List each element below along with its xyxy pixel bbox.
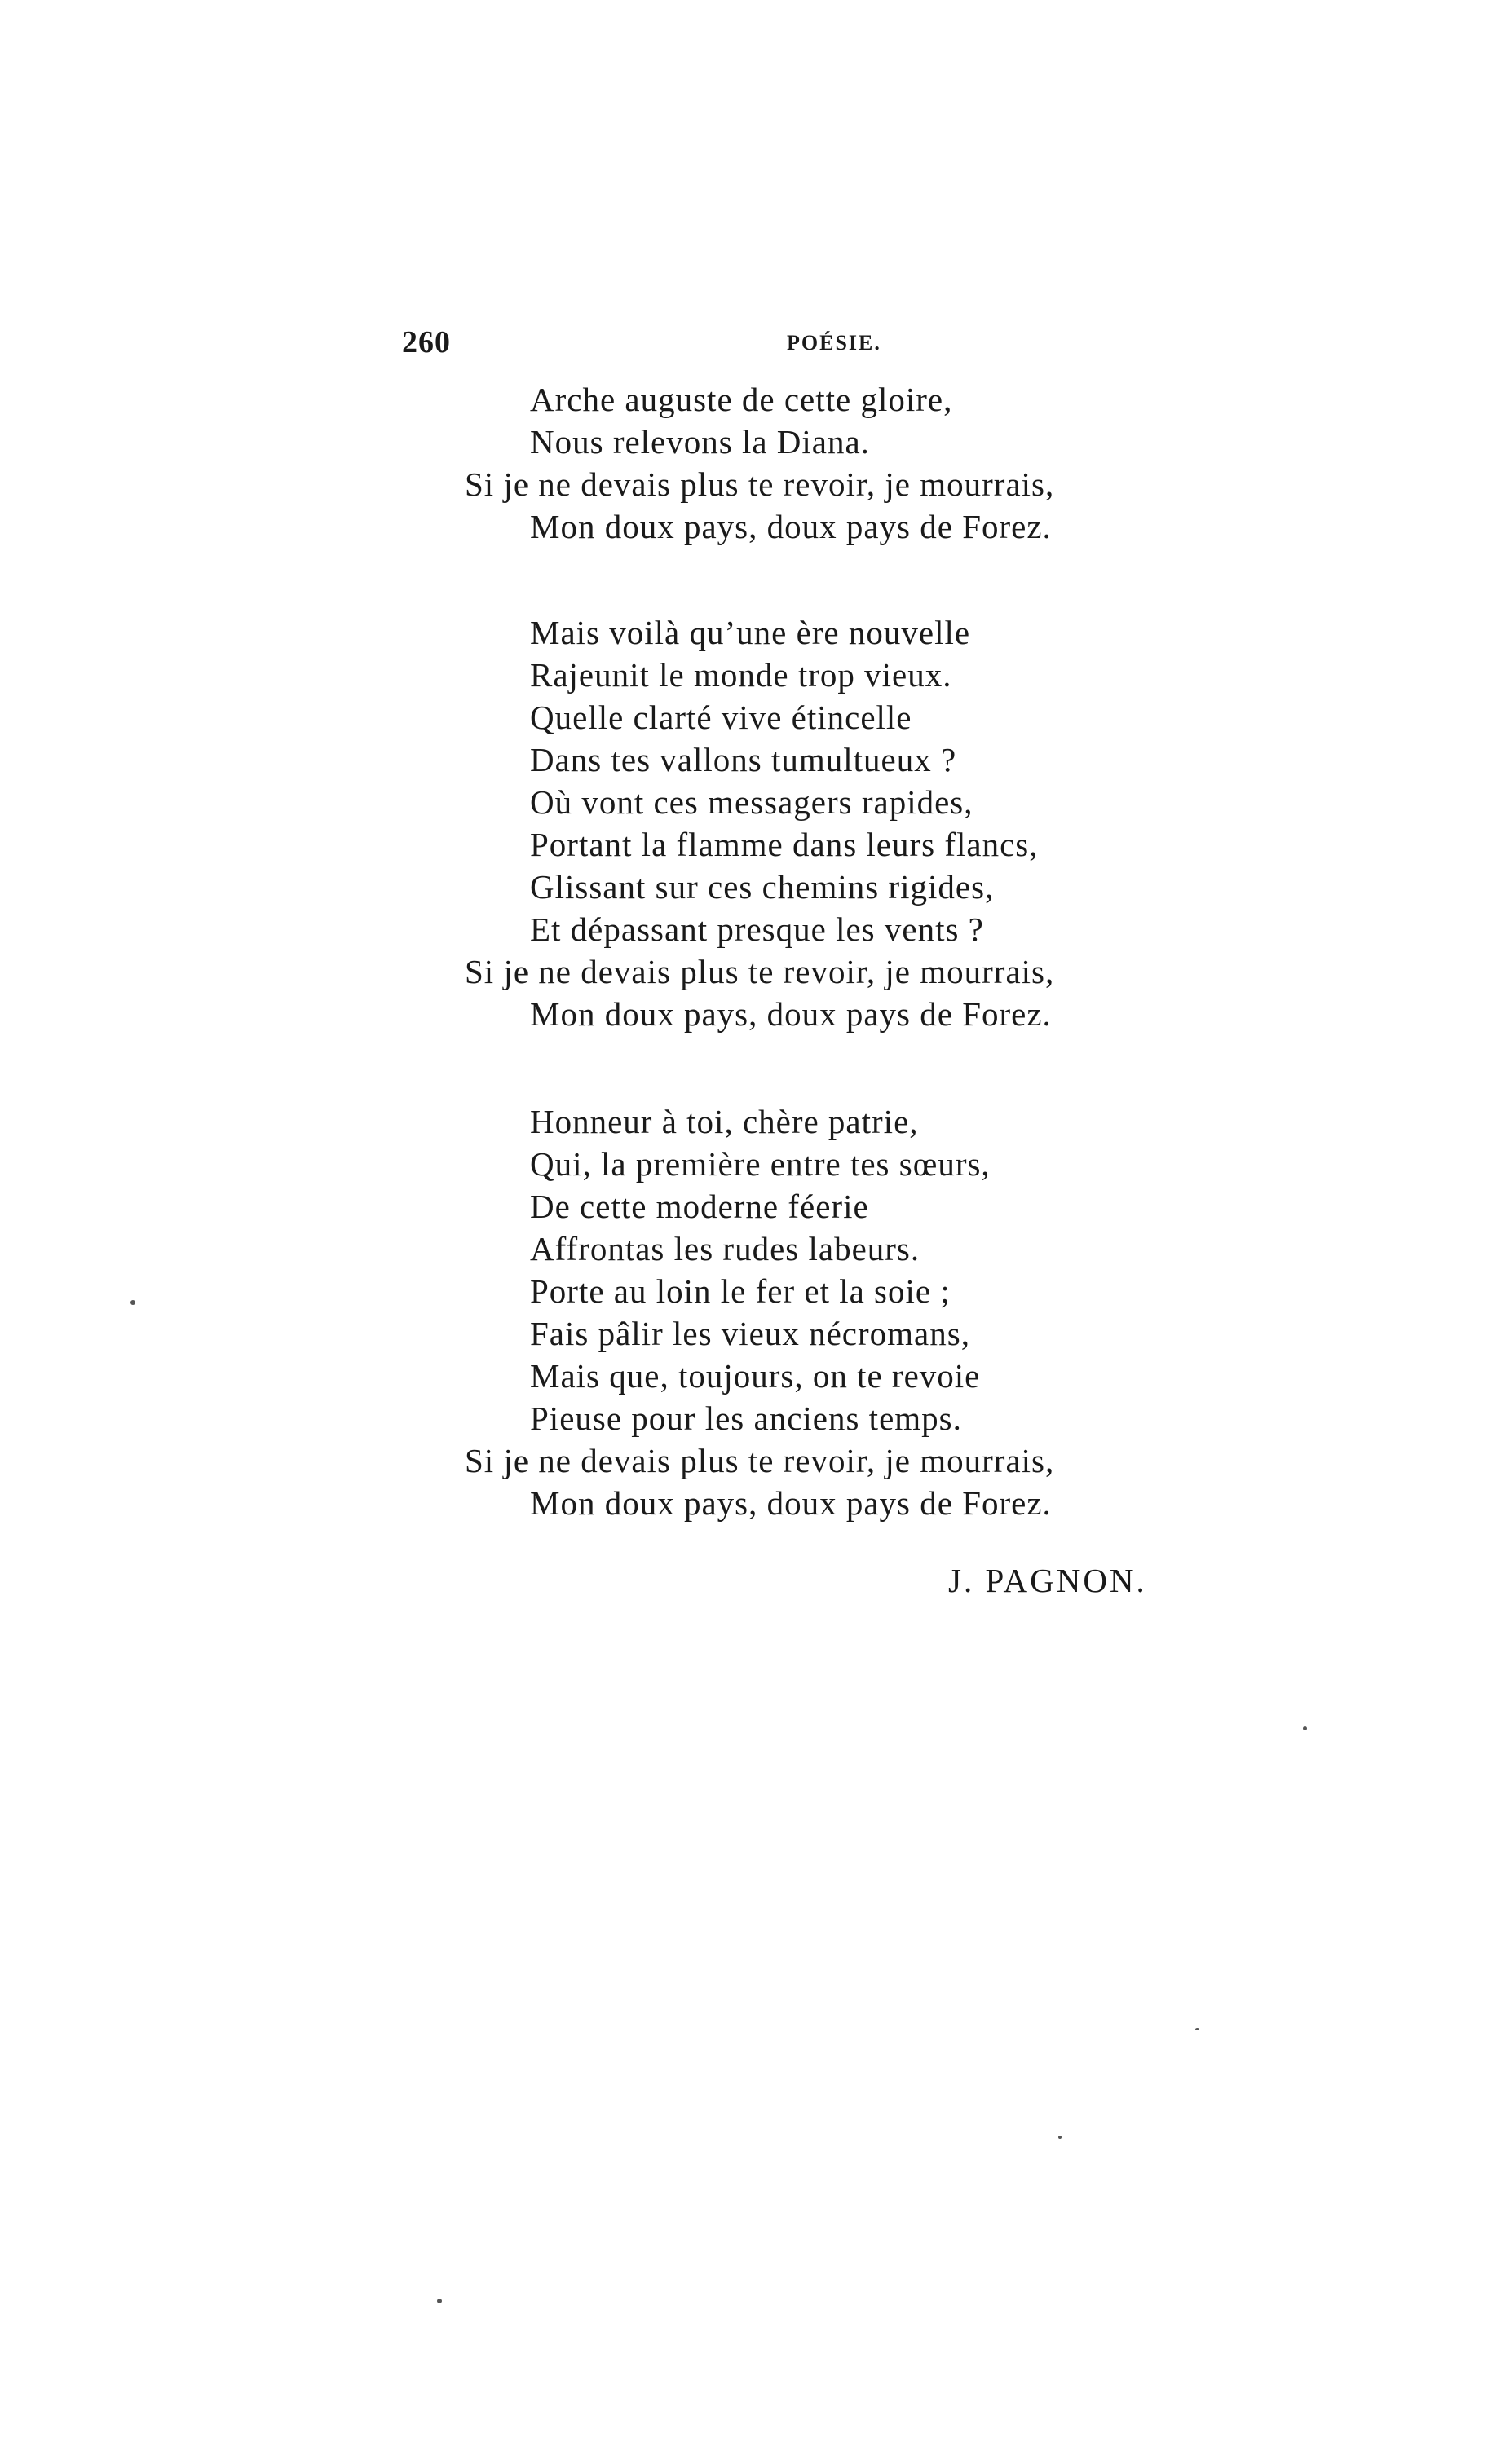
- verse-line: Portant la flamme dans leurs flancs,: [530, 826, 1039, 863]
- verse-line: Affrontas les rudes labeurs.: [530, 1230, 920, 1267]
- verse-line: Porte au loin le fer et la soie ;: [530, 1272, 951, 1310]
- running-head: [0, 324, 1501, 365]
- scan-speck: [1058, 2136, 1062, 2139]
- verse-line: Honneur à toi, chère patrie,: [530, 1103, 919, 1140]
- verse-line: Arche auguste de cette gloire,: [530, 381, 953, 418]
- verse-line: Fais pâlir les vieux nécromans,: [530, 1315, 970, 1352]
- verse-line: Mais que, toujours, on te revoie: [530, 1357, 981, 1395]
- author-signature: J. PAGNON.: [948, 1562, 1147, 1599]
- scan-speck: [1195, 2028, 1199, 2030]
- verse-line: Et dépassant presque les vents ?: [530, 910, 984, 948]
- refrain-line: Si je ne devais plus te revoir, je mourrais,: [465, 953, 1055, 990]
- refrain-line: Mon doux pays, doux pays de Forez.: [530, 1484, 1052, 1522]
- verse-line: Rajeunit le monde trop vieux.: [530, 656, 952, 694]
- refrain-line: Mon doux pays, doux pays de Forez.: [530, 508, 1052, 545]
- verse-line: Nous relevons la Diana.: [530, 423, 870, 461]
- verse-line: De cette moderne féerie: [530, 1188, 869, 1225]
- scan-speck: [130, 1300, 135, 1305]
- running-title: POÉSIE.: [787, 331, 881, 355]
- verse-line: Quelle clarté vive étincelle: [530, 699, 912, 736]
- refrain-line: Si je ne devais plus te revoir, je mourrais,: [465, 465, 1055, 503]
- refrain-line: Mon doux pays, doux pays de Forez.: [530, 995, 1052, 1033]
- page-number: 260: [402, 325, 451, 359]
- refrain-line: Si je ne devais plus te revoir, je mourrais,: [465, 1442, 1055, 1479]
- verse-line: Pieuse pour les anciens temps.: [530, 1399, 962, 1437]
- scan-speck: [437, 2299, 442, 2303]
- verse-line: Mais voilà qu’une ère nouvelle: [530, 614, 971, 651]
- verse-line: Glissant sur ces chemins rigides,: [530, 868, 995, 906]
- verse-line: Dans tes vallons tumultueux ?: [530, 741, 957, 778]
- scan-speck: [1303, 1726, 1307, 1730]
- verse-line: Qui, la première entre tes sœurs,: [530, 1145, 991, 1183]
- verse-line: Où vont ces messagers rapides,: [530, 783, 973, 821]
